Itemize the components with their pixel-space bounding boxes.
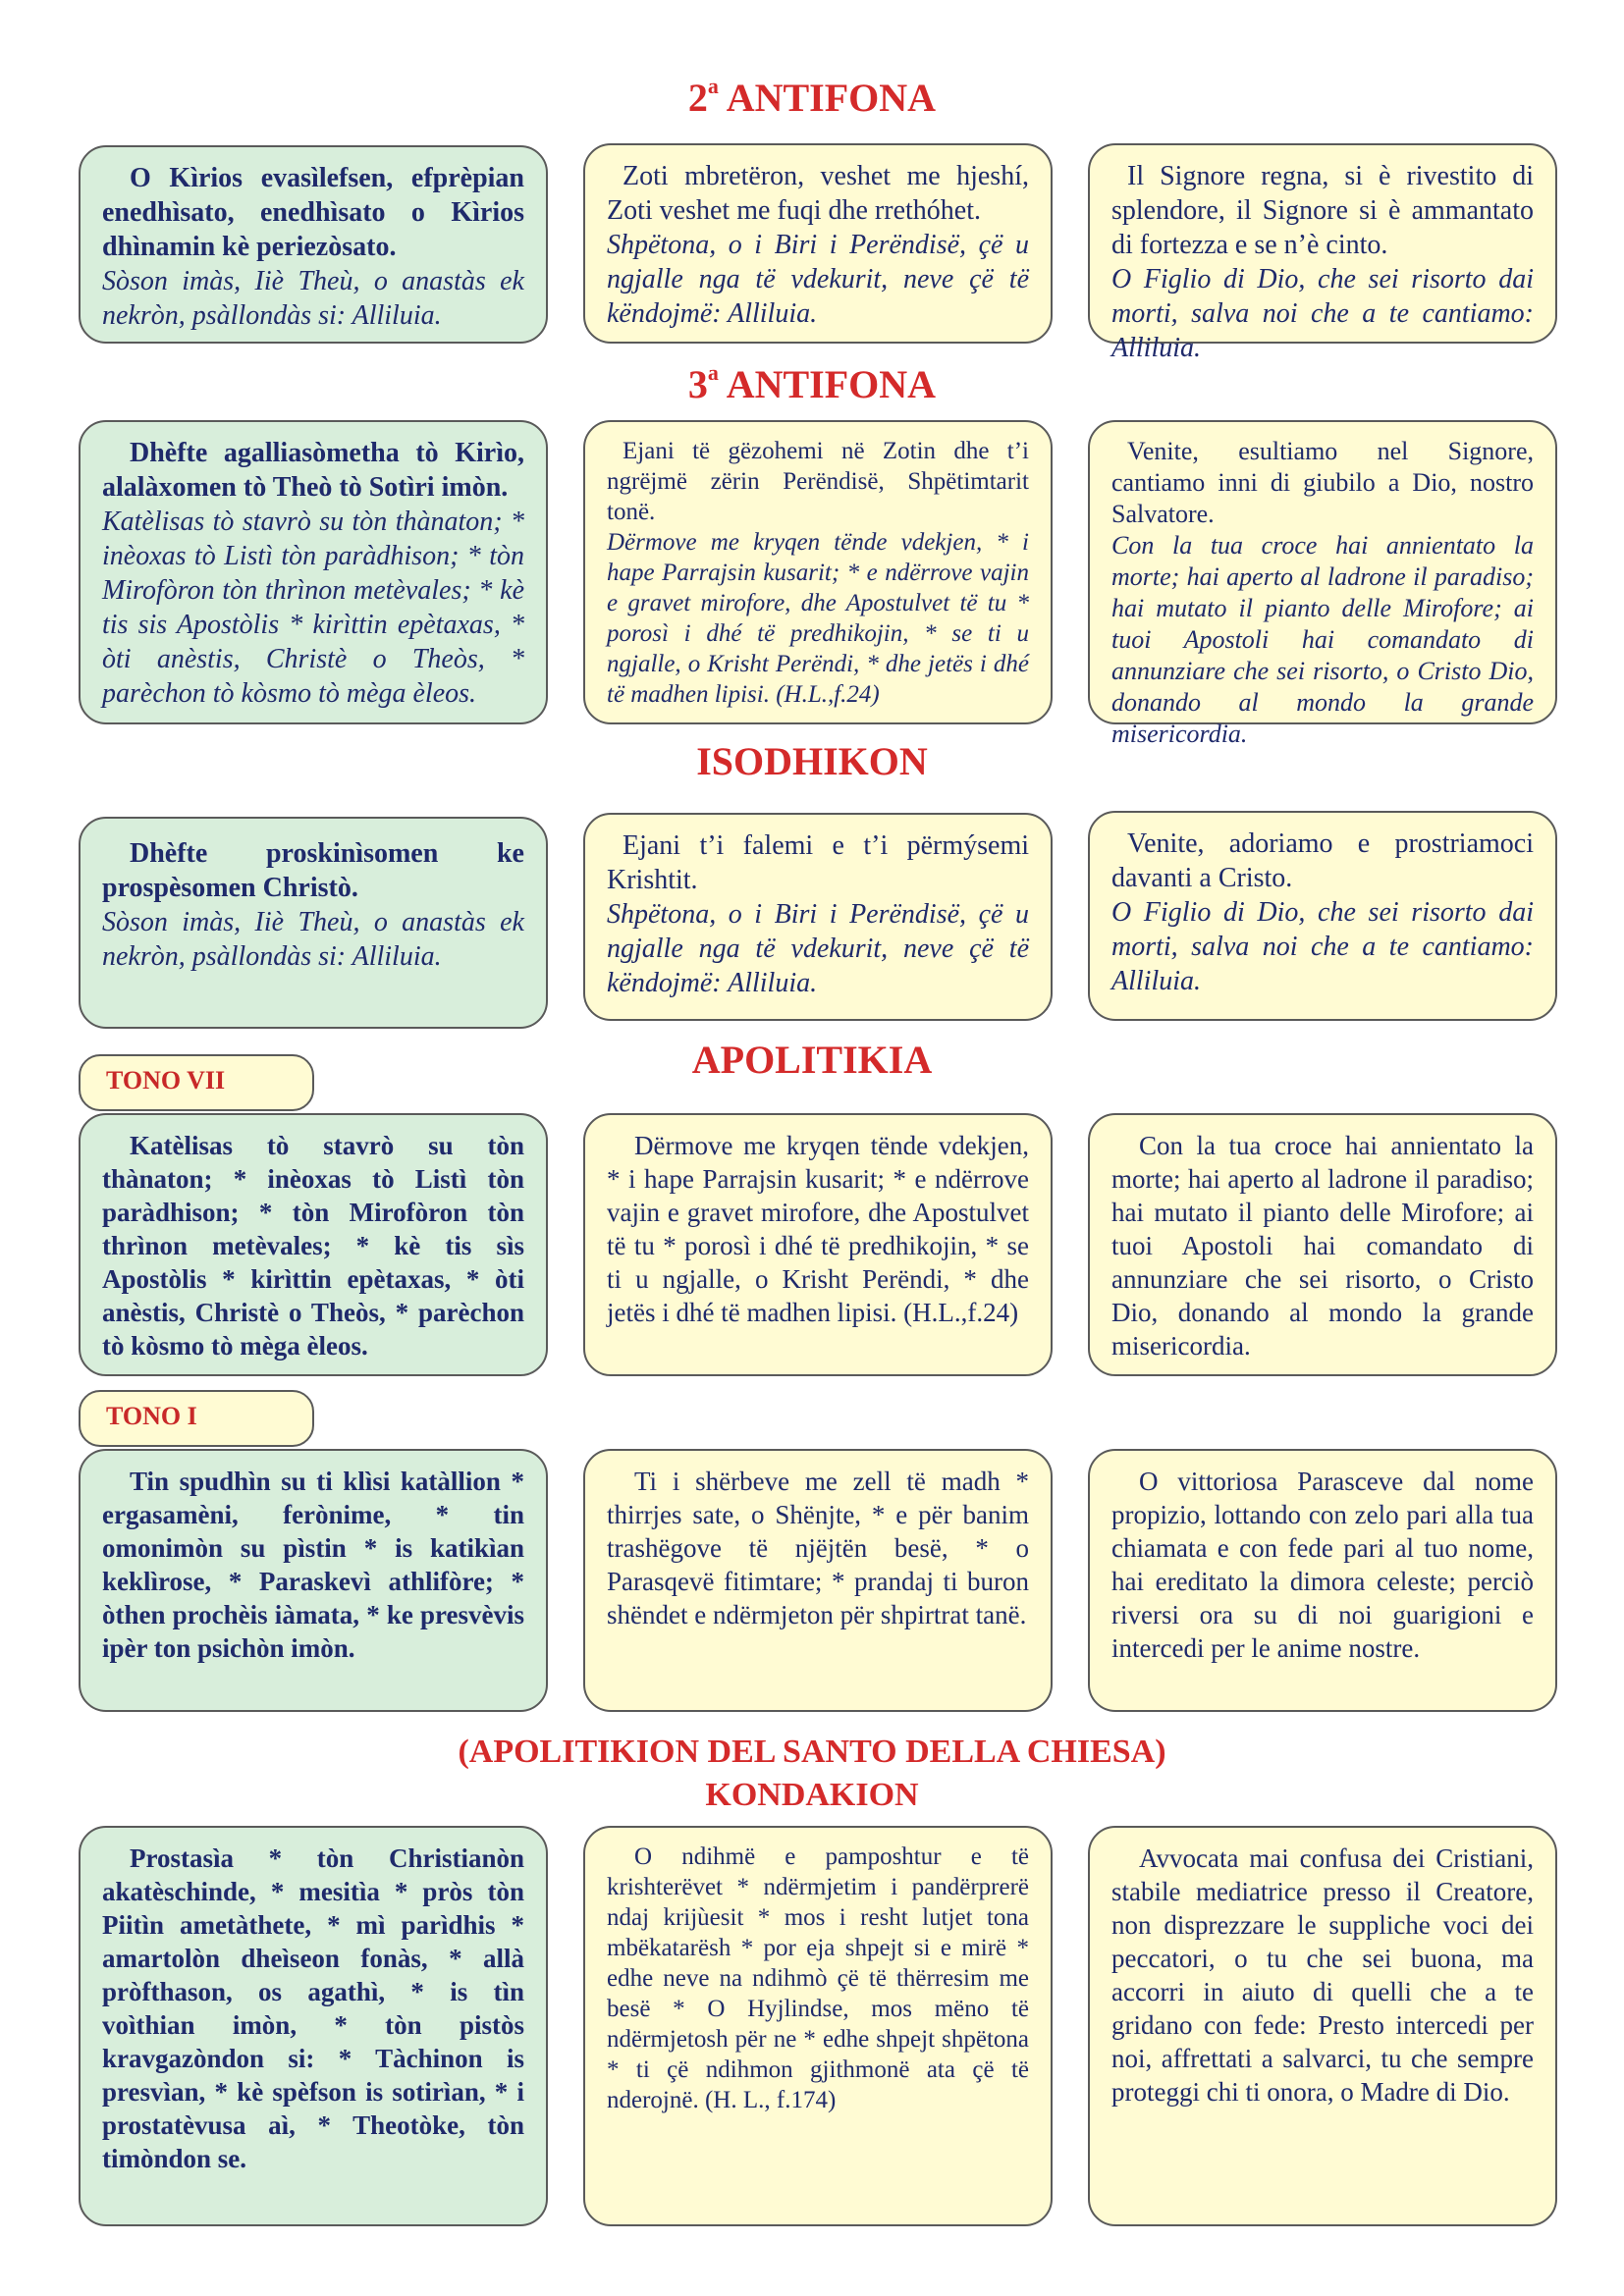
heading-apolitikia: APOLITIKIA <box>691 1038 933 1082</box>
tono-i-tab <box>79 1390 314 1447</box>
kondakion-albanian-text: O ndihmë e pamposhtur e të krishterëvet * ndërmjetim i pandërprerë ndaj krijùesit * mos i resht lutjet tona mbëkatarësh * por eja shpejt si e mirë * edhe neve na ndihmò çë të thërresim me besë * O Hyjlindse, mos mëno të ndërmjetosh për ne * edhe shpejt shpëtona * ti çë ndihmon gjithmonë ata çë të nderojnë. (H. L., f.174) <box>607 1843 1029 2113</box>
heading-kondakion: KONDAKION <box>705 1777 919 1813</box>
isodhikon-greek-refrain: Sòson imàs, Iiè Theù, o anastàs ek nekròn, psàllondàs si: Alliluia. <box>102 907 524 972</box>
antifona3-greek-troparion: Katèlisas tò stavrò su tòn thànaton; * inèoxas tò Listì tòn paràdhison; * tòn Mirofòron tòn thrìnon metèvales; * kè tis sis Apostòlis * kirìttin epètaxas, * òti anèstis, Christè o Theòs, * parèchon tò kòsmo tò mèga èleos. <box>102 507 524 709</box>
antifona3-albanian-troparion: Dërmove me kryqen tënde vdekjen, * i hape Parrajsin kusarit; * e ndërrove vajin e gravet mirofore, dhe Apostulvet të tu * porosì i dhé të predhikojin, * se ti u ngjalle, o Krisht Perëndi, * dhe jetës i dhé të madhen lipisi. (H.L.,f.24) <box>607 529 1029 708</box>
isodhikon-greek-box <box>79 817 548 1029</box>
antifona3-albanian-box <box>583 420 1053 724</box>
kondakion-italian-box <box>1088 1826 1557 2226</box>
apolitikia-i-italian-box <box>1088 1449 1557 1712</box>
antifona3-italian-verse: Venite, esultiamo nel Signore, cantiamo inni di giubilo a Dio, nostro Salvatore. <box>1111 437 1534 528</box>
isodhikon-albanian-refrain: Shpëtona, o i Biri i Perëndisë, çë u ngjalle nga të vdekurit, neve çë të këndojmë: Alliluia. <box>607 899 1029 998</box>
antifona2-albanian-box <box>583 143 1053 344</box>
antifona2-italian-verse: Il Signore regna, si è rivestito di splendore, il Signore si è ammantato di fortezza e se n’è cinto. <box>1111 161 1534 260</box>
apolitikia-i-albanian-text: Ti i shërbeve me zell të madh * thirrjes sate, o Shënjte, * e për banim trashëgove të njëjtën besë, * o Parasqevë fitimtare; * prandaj ti buron shëndet e ndërmjeton për shpirtrat tanë. <box>607 1467 1029 1629</box>
tono-vii-tab <box>79 1054 314 1111</box>
antifona2-greek-verse: O Kìrios evasìlefsen, efprèpian enedhìsato, enedhìsato o Kìrios dhìnamin kè periezòsato. <box>102 163 524 262</box>
antifona2-albanian-verse: Zoti mbretëron, veshet me hjeshí, Zoti veshet me fuqi dhe rrethóhet. <box>607 161 1029 226</box>
apolitikia-vii-albanian-text: Dërmove me kryqen tënde vdekjen, * i hape Parrajsin kusarit; * e ndërrove vajin e gravet mirofore, dhe Apostulvet të tu * porosì i dhé të predhikojin, * se ti u ngjalle, o Krisht Perëndi, * dhe jetës i dhé të madhen lipisi. (H.L.,f.24) <box>607 1131 1029 1327</box>
isodhikon-albanian-box <box>583 813 1053 1021</box>
antifona2-greek-refrain: Sòson imàs, Iiè Theù, o anastàs ek nekròn, psàllondàs si: Alliluia. <box>102 266 524 331</box>
isodhikon-italian-box <box>1088 811 1557 1021</box>
antifona3-italian-box <box>1088 420 1557 748</box>
apolitikia-i-albanian-box <box>583 1449 1053 1712</box>
antifona3-albanian-verse: Ejani të gëzohemi në Zotin dhe t’i ngrëjmë zërin Perëndisë, Shpëtimtarit tonë. <box>607 438 1029 525</box>
isodhikon-greek-verse: Dhèfte proskinìsomen ke prospèsomen Christò. <box>102 838 524 903</box>
antifona3-italian-troparion: Con la tua croce hai annientato la morte; hai aperto al ladrone il paradiso; hai mutato il pianto delle Mirofore; ai tuoi Apostoli hai comandato di annunziare che sei risorto, o Cristo Dio, donando al mondo la grande misericordia. <box>1111 531 1534 748</box>
apolitikia-vii-italian-box <box>1088 1113 1557 1376</box>
tono-vii-label: TONO VII <box>106 1066 226 1095</box>
apolitikia-vii-greek-text: Katèlisas tò stavrò su tòn thànaton; * inèoxas tò Listì tòn paràdhison; * tòn Mirofòron tòn thrìnon metèvales; * kè tis sìs Apostòlis * kirìttin epètaxas, * òti anèstis, Christè o Theòs, * parèchon tò kòsmo tò mèga èleos. <box>102 1131 524 1361</box>
kondakion-albanian-box <box>583 1826 1053 2226</box>
apolitikia-vii-italian-text: Con la tua croce hai annientato la morte; hai aperto al ladrone il paradiso; hai mutato il pianto delle Mirofore; ai tuoi Apostoli hai comandato di annunziare che sei risorto, o Cristo Dio, donando al mondo la grande misericordia. <box>1111 1131 1534 1361</box>
antifona2-italian-refrain: O Figlio di Dio, che sei risorto dai morti, salva noi che a te cantiamo: Alliluia. <box>1111 264 1534 363</box>
heading-antifona-2: 2$^a$ ANTIFONA <box>687 74 937 120</box>
isodhikon-italian-refrain: O Figlio di Dio, che sei risorto dai morti, salva noi che a te cantiamo: Alliluia. <box>1111 897 1534 996</box>
isodhikon-albanian-verse: Ejani t’i falemi e t’i përmýsemi Krishtit. <box>607 830 1029 895</box>
antifona2-greek-box <box>79 145 548 344</box>
apolitikia-i-greek-box <box>79 1449 548 1712</box>
apolitikia-vii-greek-box <box>79 1113 548 1376</box>
apolitikia-i-greek-text: Tin spudhìn su ti klìsi katàllion * ergasamèni, ferònime, * tin omonimòn su pìstin * is katikìan keklìrose, * Paraskevì athlifòre; * òthen prochèis iàmata, * ke presvèvis ipèr ton psichòn imòn. <box>102 1467 524 1663</box>
apolitikia-vii-albanian-box <box>583 1113 1053 1376</box>
kondakion-italian-text: Avvocata mai confusa dei Cristiani, stabile mediatrice presso il Creatore, non disprezzare le suppliche voci dei peccatori, o tu che sei buona, ma accorri in aiuto di quelli che a te gridano con fede: Presto intercedi per noi, affrettati a salvarci, tu che sempre proteggi chi ti onora, o Madre di Dio. <box>1111 1843 1534 2107</box>
tono-i-label: TONO I <box>106 1402 197 1430</box>
heading-antifona-3: 3$^a$ ANTIFONA <box>687 360 937 406</box>
isodhikon-italian-verse: Venite, adoriamo e prostriamoci davanti a Cristo. <box>1111 828 1534 893</box>
apolitikia-i-italian-text: O vittoriosa Parasceve dal nome propizio, lottando con zelo pari alla tua chiamata e con fede pari al tuo nome, hai ereditato la dimora celeste; perciò riversi ora su di noi guarigioni e intercedi per le anime nostre. <box>1111 1467 1534 1663</box>
heading-apolitikion-santo: (APOLITIKION DEL SANTO DELLA CHIESA) <box>458 1734 1166 1770</box>
kondakion-greek-text: Prostasìa * tòn Christianòn akatèschinde, * mesitìa * pròs tòn Piitìn ametàthete, * mì parìdhis * amartolòn dheìseon fonàs, * allà pròfthason, os agathì, * is tìn voìthian imòn, * tòn pistòs kravgazòndon si: * Tàchinon is presvìan, * kè spèfson is sotirìan, * i prostatèvusa aì, * Theotòke, tòn timòndon se. <box>102 1843 524 2173</box>
antifona2-italian-box <box>1088 143 1557 363</box>
heading-isodhikon: ISODHIKON <box>696 739 928 783</box>
kondakion-greek-box <box>79 1826 548 2226</box>
antifona3-greek-verse: Dhèfte agalliasòmetha tò Kirìo, alalàxomen tò Theò tò Sotìri imòn. <box>102 438 524 503</box>
antifona3-greek-box <box>79 420 548 724</box>
antifona2-albanian-refrain: Shpëtona, o i Biri i Perëndisë, çë u ngjalle nga të vdekurit, neve çë të këndojmë: Alliluia. <box>607 230 1029 329</box>
